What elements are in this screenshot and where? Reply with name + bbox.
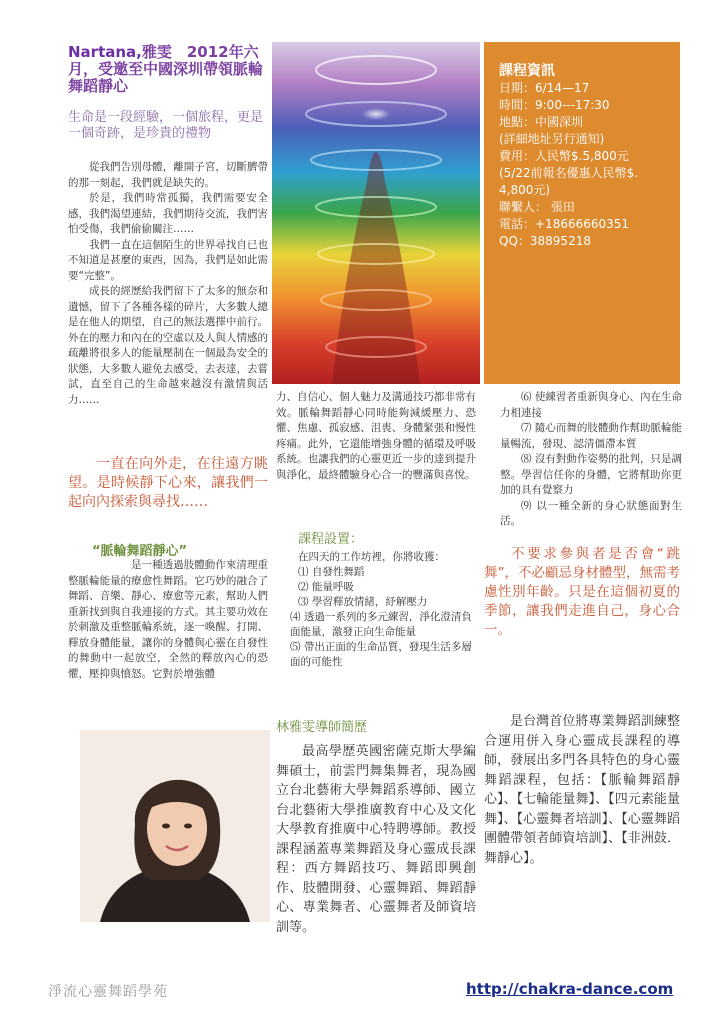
course-discount: (5/22前報名優惠人民幣$. 4,800元): [499, 166, 639, 197]
chakra-painting-image: [272, 42, 480, 384]
course-contact: 聯繫人： 張田: [499, 200, 575, 214]
notice-content: 不要求參與者是否會“跳舞”，不必顧忌身材體型，無需考慮性別年齡。只是在這個初夏的季節，讓我們走進自己，身心合一。: [484, 546, 680, 638]
benefits-list: [500, 390, 682, 530]
settings-item: ⑴ 自發性舞蹈: [298, 566, 365, 578]
notice-text: [484, 545, 680, 640]
intro-highlight: [68, 455, 268, 512]
dance-text: 是一種透過肢體動作來清理重整脈輪能量的療愈性舞蹈。它巧妙的融合了舞蹈、音樂、靜心、療愈等元素，幫助人們重新找到與自我連接的方式。其主要功效在於刺激及重整脈輪系統，逐一喚醒、打開、釋放身體能量，讓你的身體與心靈在自發性的舞動中一起放空，全然的釋放內心的恐懼，壓抑與憤怒。它對於增強體: [68, 559, 268, 680]
course-phone: 電話：+18666660351: [499, 217, 630, 231]
benefit-item: ⑻ 沒有對動作姿勢的批判，只是調整。學習信任你的身體，它將幫助你更加的具有覺察力: [500, 453, 682, 496]
chakra-painting: [272, 42, 480, 384]
dance-description-continued: [276, 390, 476, 483]
settings-item: ⑶ 學習釋放情緒，紓解壓力: [298, 596, 428, 608]
teacher-bio-text: 最高學歷英國密薩克斯大學編舞碩士，前雲門舞集舞者，現為國立台北藝術大學舞蹈系導師、國立台北藝術大學推廣教育中心及文化大學教育推廣中心特聘導師。教授課程涵蓋專業舞蹈及身心靈成長課程：西方舞蹈技巧、舞蹈即興創作、肢體開發、心靈舞蹈、舞蹈靜心、專業舞者、心靈舞者及師資培訓等。: [276, 744, 476, 935]
benefit-item: ⑺ 隨心而舞的肢體動作幫助脈輪能量暢流，發現、認清僵滯本質: [500, 422, 682, 450]
settings-item: ⑸ 帶出正面的生命品質，發現生活多層面的可能性: [290, 641, 472, 668]
page-title: [68, 44, 268, 95]
dance-description: [68, 558, 268, 682]
footer-organization: 淨流心靈舞蹈學苑: [48, 984, 168, 1000]
intro-paragraph: 於是，我們時常孤獨，我們需要安全感，我們渴望連結，我們期待交流，我們害怕受傷，我們偷偷關注……: [68, 192, 268, 235]
intro-text: [68, 160, 268, 408]
teacher-bio-text-2: 是台灣首位將專業舞蹈訓練整合運用併入身心靈成長課程的導師，發展出多門各具特色的身心靈舞蹈課程，包括：【脈輪舞蹈靜心】、【七輪能量舞】、【四元素能量舞】、【心靈舞者培訓】、【心靈舞蹈團體帶領者師資培訓】、【非洲鼓．舞靜心】。: [484, 714, 680, 866]
course-settings-intro: 在四天的工作坊裡，你將收獲：: [298, 551, 445, 563]
teacher-bio: [276, 742, 476, 937]
intro-highlight-text: 一直在向外走，在往遠方眺望。是時候靜下心來，讓我們一起向內探索與尋找……: [68, 456, 268, 510]
brand-name: Nartana,: [68, 43, 142, 61]
title-text: 雅雯 2012年六月，受邀至中國深圳帶領脈輪舞蹈靜心: [68, 43, 264, 95]
course-settings-list: [290, 550, 476, 670]
benefit-item: ⑼ 以一種全新的身心狀態面對生活。: [500, 499, 682, 527]
dance-heading: “脈輪舞蹈靜心”: [92, 544, 188, 559]
course-info-box: [484, 42, 680, 384]
subtitle: 生命是一段經驗，一個旅程，更是一個奇跡，是珍貴的禮物: [68, 110, 264, 141]
teacher-heading: 林雅雯導師簡歷: [276, 720, 368, 735]
intro-paragraph: 成長的經歷給我們留下了太多的無奈和遺憾，留下了各種各樣的碎片，大多數人總是在他人的期望，自己的無法選擇中前行。外在的壓力和內在的空虛以及人與人情感的疏離將很多人的能量壓制在一個最為安全的狀態，大多數人避免去感受，去表達，去嘗試，直至自己的生命越來越沒有激情與活力……: [68, 285, 268, 406]
intro-paragraph: 我們一直在這個陌生的世界尋找自已也不知道是甚麼的東西，因為，我們是如此需要“完整”。: [68, 238, 268, 282]
settings-item: ⑵ 能量呼吸: [298, 581, 354, 593]
teacher-portrait: [80, 730, 270, 922]
dance-text-continued: 力、自信心、個人魅力及溝通技巧都非常有效。脈輪舞蹈靜心同時能夠減緩壓力、恐懼、焦慮、孤寂感、沮喪、身體緊張和慢性疼痛。此外，它還能增強身體的循環及呼吸系統。也讓我們的心靈更近一步的達到提升與淨化，最終體驗身心合一的豐滿與喜悅。: [276, 391, 476, 481]
course-fee: 費用：人民幣$.5,800元: [499, 149, 629, 163]
teacher-bio-continued: [484, 712, 680, 868]
course-location: 地點：中國深圳: [499, 115, 584, 129]
intro-paragraph: 從我們告別母體，離開子宮，切斷臍帶的那一刻起，我們就是缺失的。: [68, 161, 268, 189]
teacher-photo: [80, 730, 270, 922]
footer-website-link[interactable]: http://chakra-dance.com: [466, 980, 674, 998]
course-qq: QQ：38895218: [499, 234, 591, 248]
settings-item: ⑷ 透過一系列的多元練習，淨化澄清負面能量，激發正向生命能量: [290, 611, 472, 638]
course-settings-heading: 課程設置：: [298, 532, 364, 547]
course-time: 時間：9:00---17:30: [499, 98, 610, 112]
course-date: 日期：6/14—17: [499, 81, 590, 95]
course-info-heading: 課程資訊: [499, 63, 555, 79]
benefit-item: ⑹ 使練習者重新與身心、內在生命力相連接: [500, 391, 682, 419]
course-location-note: (詳細地址另行通知): [499, 132, 605, 146]
course-info-lines: [499, 80, 675, 250]
